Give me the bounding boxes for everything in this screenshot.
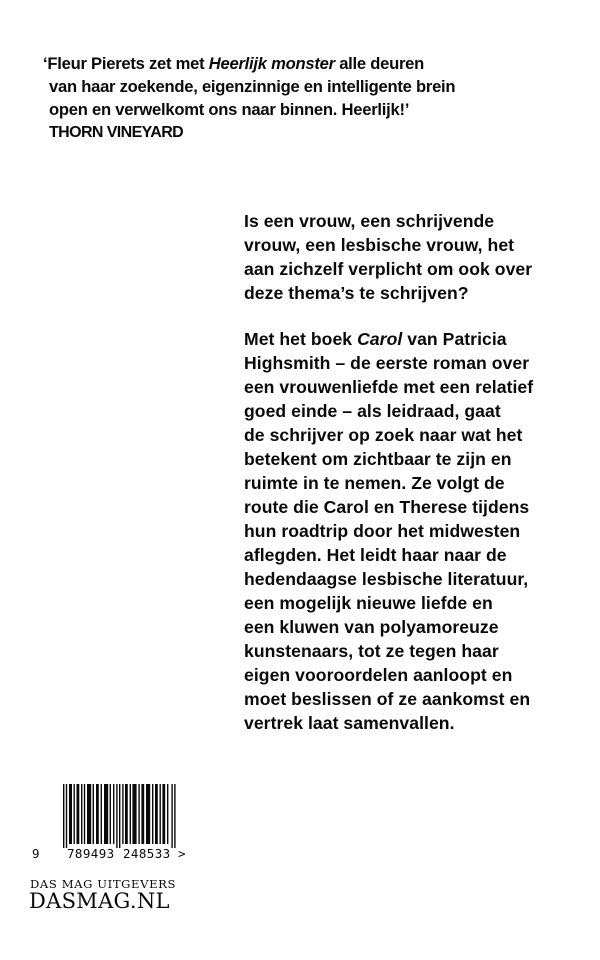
blurb-line: vrouw, een lesbische vrouw, het [244, 235, 515, 255]
blurb-line: hun roadtrip door het midwesten [244, 521, 521, 541]
blurb-line: aan zichzelf verplicht om ook over [244, 259, 533, 279]
blurb-line: een mogelijk nieuwe liefde en [244, 593, 493, 613]
blurb-line: eigen vooroordelen aanloopt en [244, 665, 513, 685]
blurb-line: route die Carol en Therese tijdens [244, 497, 530, 517]
blurb-line: ruimte in te nemen. Ze volgt de [244, 473, 505, 493]
blurb-line: een kluwen van polyamoreuze [244, 617, 499, 637]
blurb-line: aflegden. Het leidt haar naar de [244, 545, 507, 565]
publisher-website: DASMAG.NL [29, 889, 170, 913]
quiet-zone-marker: > [178, 846, 186, 861]
quote-line-3: open en verwelkomt ons naar binnen. Heerlijk!’ [49, 100, 410, 119]
quote-line-1: ‘Fleur Pierets zet met Heerlijk monster alle deuren [43, 54, 425, 73]
blurb-line: Met het boek Carol van Patricia [244, 329, 507, 349]
isbn-barcode [28, 784, 198, 866]
isbn-group-1: 789493 [67, 846, 115, 861]
blurb-paragraph-2 [244, 327, 574, 735]
book-title: Heerlijk monster [208, 54, 335, 73]
blurb-line: een vrouwenliefde met een relatief [244, 377, 534, 397]
blurb-line: deze thema’s te schrijven? [244, 283, 469, 303]
review-quote [43, 52, 563, 121]
blurb-line: kunstenaars, tot ze tegen haar [244, 641, 499, 661]
publisher-name: DAS MAG UITGEVERS [30, 877, 177, 891]
quote-line-2: van haar zoekende, eigenzinnige en intelligente brein [49, 77, 456, 96]
blurb [244, 209, 574, 735]
blurb-line: Highsmith – de eerste roman over [244, 353, 530, 373]
blurb-line: Is een vrouw, een schrijvende [244, 211, 495, 231]
quote-attribution: THORN VINEYARD [49, 124, 184, 141]
blurb-line: hedendaagse lesbische literatuur, [244, 569, 529, 589]
book-title: Carol [357, 329, 403, 349]
blurb-line: vertrek laat samenvallen. [244, 713, 455, 733]
blurb-line: goed einde – als leidraad, gaat [244, 401, 501, 421]
blurb-paragraph-1 [244, 209, 574, 305]
blurb-line: moet beslissen of ze aankomst en [244, 689, 531, 709]
isbn-prefix: 9 [32, 846, 40, 861]
barcode-icon [63, 784, 176, 848]
blurb-line: de schrijver op zoek naar wat het [244, 425, 523, 445]
paragraph-spacer [244, 305, 574, 327]
isbn-group-2: 248533 [123, 846, 171, 861]
blurb-line: betekent om zichtbaar te zijn en [244, 449, 512, 469]
